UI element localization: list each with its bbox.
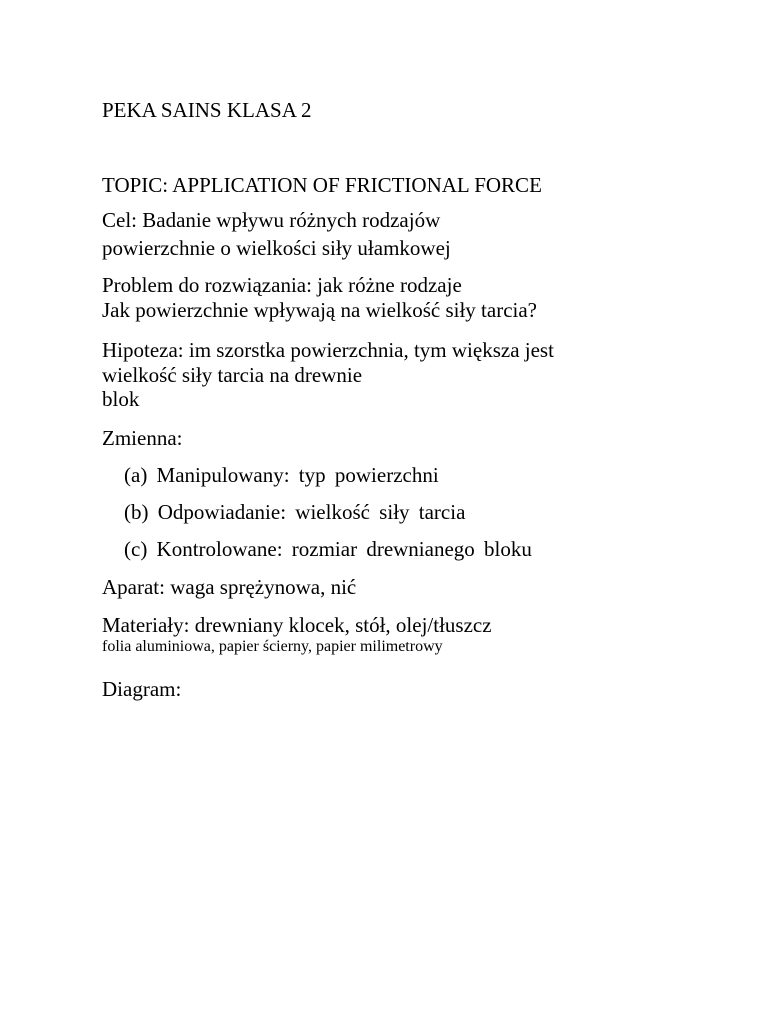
problem-line-2: Jak powierzchnie wpływają na wielkość siły tarcia? [102, 298, 538, 322]
variable-item-manipulated: (a) Manipulowany: typ powierzchni [124, 463, 439, 487]
hypothesis-line-2: wielkość siły tarcia na drewnie [102, 363, 363, 387]
aim-line-2: powierzchnie o wielkości siły ułamkowej [102, 236, 451, 260]
aim-line-1: Cel: Badanie wpływu różnych rodzajów [102, 208, 441, 232]
hypothesis-line-1: Hipoteza: im szorstka powierzchnia, tym większa jest [102, 338, 554, 362]
materials-line-2: folia aluminiowa, papier ścierny, papier milimetrowy [102, 638, 443, 655]
problem-line-1: Problem do rozwiązania: jak różne rodzaje [102, 273, 462, 297]
topic-line: TOPIC: APPLICATION OF FRICTIONAL FORCE [102, 173, 542, 197]
document-title: PEKA SAINS KLASA 2 [102, 98, 312, 122]
hypothesis-line-3: blok [102, 387, 140, 411]
variables-heading: Zmienna: [102, 426, 183, 450]
apparatus-line: Aparat: waga sprężynowa, nić [102, 575, 357, 599]
variable-item-responding: (b) Odpowiadanie: wielkość siły tarcia [124, 500, 466, 524]
diagram-heading: Diagram: [102, 677, 182, 701]
variable-item-controlled: (c) Kontrolowane: rozmiar drewnianego bloku [124, 537, 532, 561]
materials-line-1: Materiały: drewniany klocek, stół, olej/tłuszcz [102, 613, 492, 637]
